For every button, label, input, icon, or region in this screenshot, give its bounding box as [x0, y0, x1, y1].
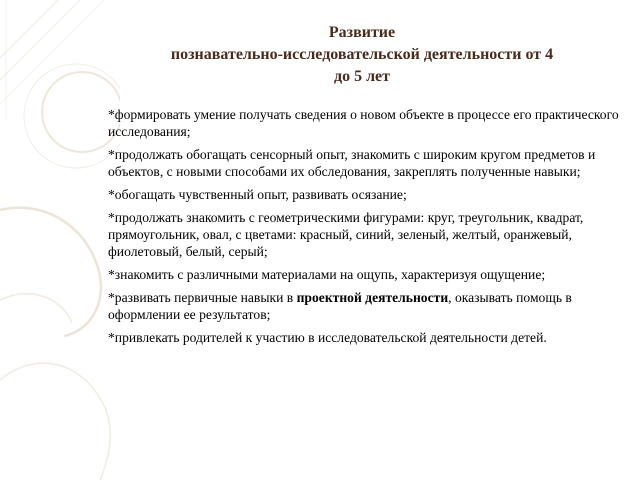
content-list [108, 106, 620, 352]
list-item: *формировать умение получать сведения о новом объекте в процессе его практического исследования; [108, 107, 619, 139]
list-item-text-after: , оказывать помощь в оформлении ее результатов; [108, 290, 572, 322]
slide-title [112, 22, 612, 88]
list-item [108, 289, 620, 323]
list-item: *знакомить с различными материалами на ощупь, характеризуя ощущение; [108, 267, 546, 282]
title-line-2: познавательно-исследовательской деятельности от 4 [170, 46, 554, 63]
list-item: *обогащать чувственный опыт, развивать осязание; [108, 187, 407, 202]
list-item: *продолжать обогащать сенсорный опыт, знакомить с широким кругом предметов и объектов, с новыми способами их обследования, закреплять полученные навыки; [108, 147, 596, 179]
list-item: *привлекать родителей к участию в исследовательской деятельности детей. [108, 330, 547, 345]
list-item: *продолжать знакомить с геометрическими фигурами: круг, треугольник, квадрат, прямоугольник, овал, с цветами: красный, синий, зеленый, желтый, оранжевый, фиолетовый, белый, серый; [108, 210, 584, 259]
title-line-1: Развитие [328, 24, 396, 41]
title-line-3: до 5 лет [333, 68, 391, 85]
list-item-text-before: *развивать первичные навыки в [108, 290, 297, 305]
list-item-bold-text: проектной деятельности [296, 290, 449, 305]
decorative-swirl-graphic [0, 0, 120, 480]
